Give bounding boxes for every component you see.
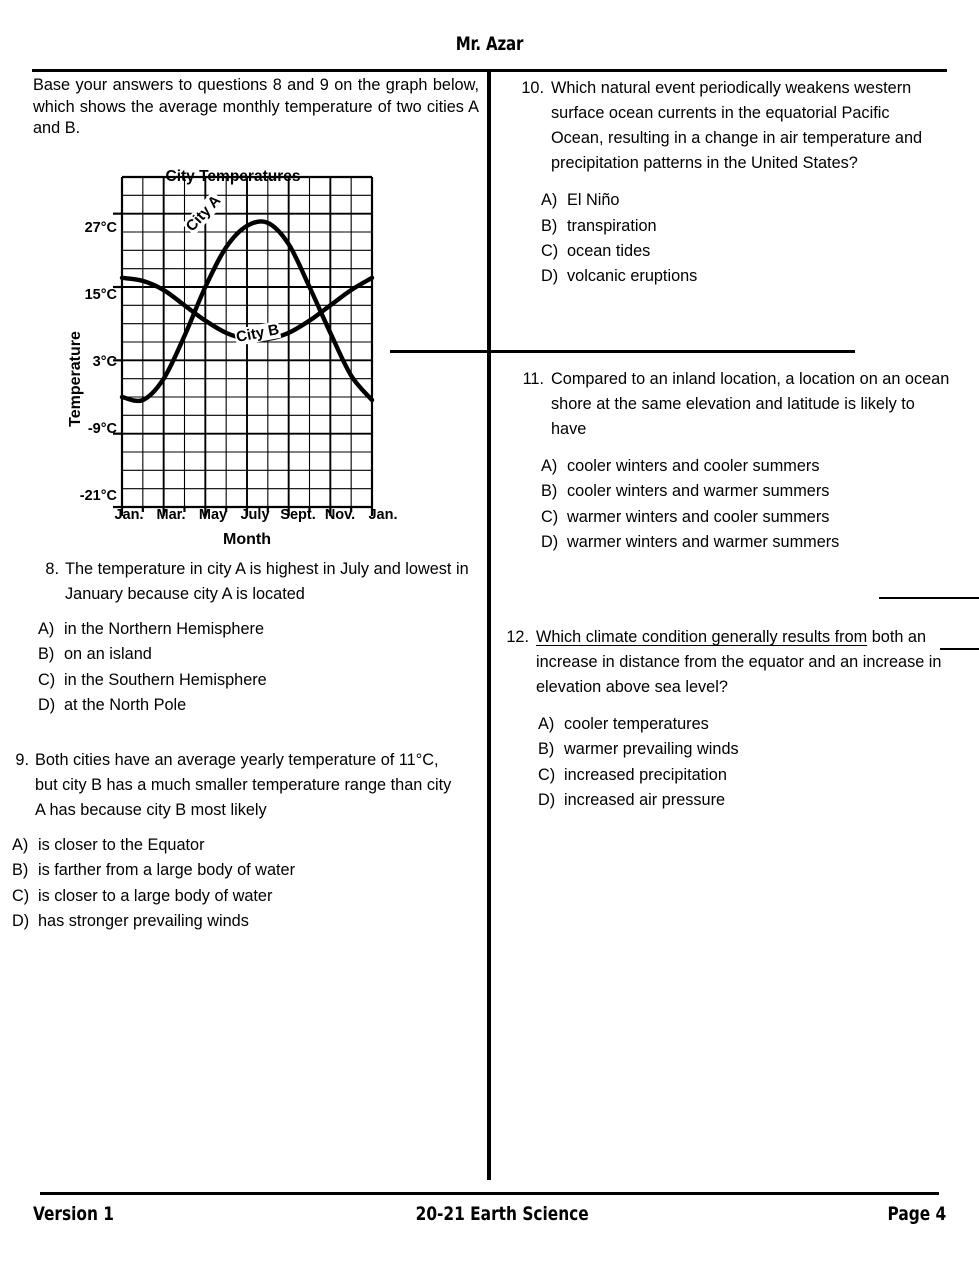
question-10-text: Which natural event periodically weakens western surface ocean currents in the equatorial Pacific Ocean, resulting in a change in air temperature and precipitation patterns in the United States?	[551, 79, 923, 173]
choice-a[interactable]	[38, 617, 481, 642]
choice-b[interactable]	[541, 214, 944, 239]
question-12-text	[536, 625, 959, 700]
question-8-choices	[38, 617, 481, 718]
question-12	[497, 625, 959, 813]
choice-a-text: cooler winters and cooler summers	[567, 457, 820, 476]
chart-title: City Temperatures	[165, 168, 301, 185]
choice-c-text: in the Southern Hemisphere	[64, 670, 267, 689]
choice-b-letter: B)	[538, 740, 555, 759]
question-12-rest-text: both an increase in distance from the equator and an increase in elevation above sea level?	[536, 628, 942, 697]
choice-a-text: in the Northern Hemisphere	[64, 620, 264, 639]
choice-d-letter: D)	[38, 695, 56, 714]
choice-b-letter: B)	[38, 645, 55, 664]
choice-d-text: has stronger prevailing winds	[38, 911, 249, 930]
choice-b-text: cooler winters and warmer summers	[567, 482, 830, 501]
y-tick-3: 3°C	[92, 354, 117, 370]
question-11	[512, 367, 954, 555]
question-12-top-rule	[879, 597, 979, 599]
choice-c-text: is closer to a large body of water	[38, 886, 273, 905]
choice-c[interactable]	[12, 884, 459, 909]
x-tick-july: July	[240, 507, 270, 523]
choice-b-text: on an island	[64, 645, 152, 664]
question-11-text: Compared to an inland location, a location on an ocean shore at the same elevation and latitude is likely to have	[551, 370, 950, 439]
choice-a-text: El Niño	[567, 191, 620, 210]
choice-c-letter: C)	[12, 886, 30, 905]
page-footer	[33, 1203, 946, 1225]
choice-b[interactable]	[538, 737, 959, 762]
page-title: Mr. Azar	[455, 33, 524, 55]
choice-a-letter: A)	[38, 620, 55, 639]
choice-d-text: at the North Pole	[64, 695, 187, 714]
choice-a-letter: A)	[541, 191, 558, 210]
y-tick-neg21: -21°C	[79, 488, 117, 504]
x-tick-jan-end: Jan.	[368, 507, 398, 523]
question-10	[512, 76, 944, 289]
choice-d-letter: D)	[541, 266, 559, 285]
choice-a-text: is closer to the Equator	[38, 836, 205, 855]
choice-b[interactable]	[38, 642, 481, 667]
choice-b-text: is farther from a large body of water	[38, 861, 295, 880]
question-9	[7, 748, 459, 934]
question-9-text: Both cities have an average yearly temperature of 11°C, but city B has a much smaller temperature range than city A has because city B most likely	[35, 751, 452, 820]
choice-a-letter: A)	[541, 457, 558, 476]
chart-y-axis-label: Temperature	[67, 331, 84, 427]
choice-b-text: warmer prevailing winds	[564, 740, 739, 759]
choice-d[interactable]	[541, 264, 944, 289]
question-9-number: 9.	[15, 751, 29, 769]
choice-d[interactable]	[538, 788, 959, 813]
question-11-number: 11.	[522, 370, 544, 388]
choice-a[interactable]	[12, 833, 459, 858]
choice-b[interactable]	[12, 858, 459, 883]
choice-c-text: increased precipitation	[564, 765, 727, 784]
x-tick-sept: Sept.	[280, 507, 316, 523]
question-12-underlined-text: Which climate condition generally results from	[536, 628, 868, 646]
choice-d-letter: D)	[541, 532, 559, 551]
choice-d-text: volcanic eruptions	[567, 266, 698, 285]
question-9-choices	[12, 833, 459, 934]
choice-c[interactable]	[38, 668, 481, 693]
y-tick-15: 15°C	[84, 287, 117, 303]
column-divider	[487, 70, 491, 1180]
choice-c[interactable]	[538, 763, 959, 788]
choice-b-text: transpiration	[567, 216, 657, 235]
choice-d[interactable]	[38, 693, 481, 718]
series-label-city-a: City A	[182, 192, 225, 235]
question-10-choices	[541, 188, 944, 289]
question-10-number: 10.	[521, 79, 544, 97]
instructions-text: Base your answers to questions 8 and 9 on the graph below, which shows the average monthly temperature of two cities A and B.	[33, 76, 479, 137]
choice-a[interactable]	[538, 712, 959, 737]
choice-d-letter: D)	[538, 790, 556, 809]
footer-subject: 20-21 Earth Science	[415, 1203, 589, 1225]
choice-b[interactable]	[541, 479, 954, 504]
choice-d-text: warmer winters and warmer summers	[567, 532, 840, 551]
choice-b-letter: B)	[541, 482, 558, 501]
city-temperatures-chart	[33, 165, 453, 555]
question-12-choices	[538, 712, 959, 813]
choice-d-letter: D)	[12, 911, 30, 930]
question-11-choices	[541, 454, 954, 555]
choice-a[interactable]	[541, 454, 954, 479]
choice-d-text: increased air pressure	[564, 790, 726, 809]
footer-version: Version 1	[33, 1203, 115, 1225]
choice-a-letter: A)	[12, 836, 29, 855]
choice-c-text: ocean tides	[567, 241, 651, 260]
series-label-city-b: City B	[234, 321, 281, 346]
x-tick-nov: Nov.	[324, 507, 356, 523]
choice-a-letter: A)	[538, 715, 555, 734]
x-tick-jan-start: Jan.	[114, 507, 144, 523]
choice-c-letter: C)	[538, 765, 556, 784]
choice-a-text: cooler temperatures	[564, 715, 709, 734]
question-8-number: 8.	[45, 560, 59, 578]
y-tick-neg9: -9°C	[87, 421, 117, 437]
choice-c[interactable]	[541, 239, 944, 264]
x-tick-may: May	[198, 507, 228, 523]
choice-d[interactable]	[541, 530, 954, 555]
choice-c-letter: C)	[38, 670, 56, 689]
choice-c-letter: C)	[541, 241, 559, 260]
footer-rule	[40, 1192, 939, 1195]
choice-b-letter: B)	[541, 216, 558, 235]
choice-c-text: warmer winters and cooler summers	[567, 507, 830, 526]
choice-c-letter: C)	[541, 507, 559, 526]
section-separator-rule	[390, 350, 855, 353]
chart-x-axis-label: Month	[223, 531, 271, 548]
question-8-text: The temperature in city A is highest in July and lowest in January because city A is located	[65, 560, 469, 604]
x-tick-mar: Mar.	[156, 507, 186, 523]
choice-b-letter: B)	[12, 861, 29, 880]
choice-d[interactable]	[12, 909, 459, 934]
question-8	[33, 557, 481, 718]
left-column	[33, 75, 479, 140]
choice-a[interactable]	[541, 188, 944, 213]
y-tick-27: 27°C	[84, 220, 117, 236]
choice-c[interactable]	[541, 505, 954, 530]
footer-page-number: Page 4	[887, 1203, 946, 1225]
question-12-number: 12.	[506, 628, 529, 646]
